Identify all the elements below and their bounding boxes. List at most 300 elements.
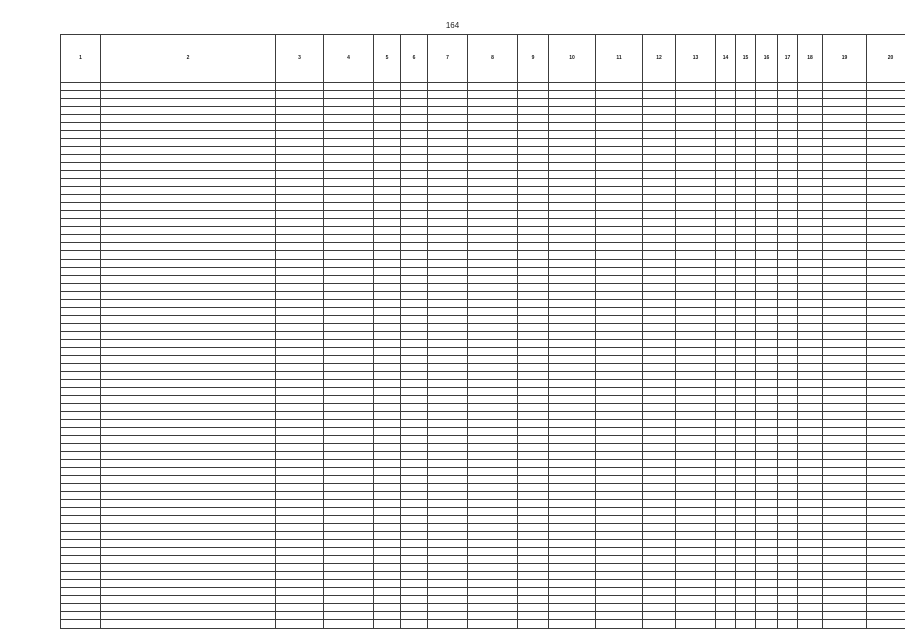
table-cell [823,451,867,459]
table-cell [549,379,596,387]
table-row [61,131,905,139]
table-cell [716,243,736,251]
table-cell [101,91,276,99]
table-cell [676,275,716,283]
table-cell [716,291,736,299]
table-cell [428,315,468,323]
table-cell [324,443,374,451]
table-cell [101,459,276,467]
table-cell [428,155,468,163]
table-cell [428,403,468,411]
table-cell [276,267,324,275]
table-cell [596,435,643,443]
table-cell [428,203,468,211]
table-cell [823,604,867,612]
table-cell [823,107,867,115]
table-cell [596,604,643,612]
table-cell [518,524,549,532]
table-cell [428,219,468,227]
table-row [61,139,905,147]
table-cell [867,395,905,403]
table-cell [324,307,374,315]
table-cell [676,315,716,323]
table-cell [798,227,823,235]
table-cell [468,179,518,187]
table-cell [324,532,374,540]
table-cell [867,107,905,115]
table-cell [428,395,468,403]
table-cell [518,219,549,227]
table-cell [823,596,867,604]
table-cell [798,491,823,499]
table-cell [736,403,756,411]
table-cell [596,363,643,371]
table-cell [549,291,596,299]
table-cell [676,123,716,131]
table-cell [756,572,778,580]
table-cell [518,459,549,467]
table-cell [374,339,401,347]
table-cell [736,451,756,459]
table-cell [643,532,676,540]
table-cell [468,475,518,483]
table-row [61,115,905,123]
table-cell [324,155,374,163]
table-cell [823,395,867,403]
table-cell [101,323,276,331]
table-cell [823,187,867,195]
column-number-cell: 16 [756,35,778,83]
table-cell [468,139,518,147]
table-cell [468,187,518,195]
table-cell [401,363,428,371]
table-cell [798,419,823,427]
table-cell [101,235,276,243]
table-row [61,516,905,524]
table-cell [276,548,324,556]
table-cell [756,548,778,556]
table-cell [756,564,778,572]
table-cell [736,347,756,355]
table-cell [798,179,823,187]
table-cell [756,179,778,187]
table-cell [823,411,867,419]
table-cell [756,203,778,211]
table-cell [324,235,374,243]
table-cell [798,371,823,379]
table-cell [716,259,736,267]
table-cell [643,347,676,355]
column-number-cell: 3 [276,35,324,83]
table-cell [676,387,716,395]
table-cell [596,371,643,379]
table-cell [778,243,798,251]
table-row [61,339,905,347]
table-cell [716,596,736,604]
table-cell [778,147,798,155]
table-cell [716,283,736,291]
table-cell [716,339,736,347]
column-number-cell: 10 [549,35,596,83]
column-number-cell: 1 [61,35,101,83]
column-number-row [61,35,905,83]
table-cell [374,451,401,459]
table-cell [867,580,905,588]
table-cell [716,267,736,275]
table-cell [61,483,101,491]
table-cell [643,147,676,155]
table-cell [324,363,374,371]
table-cell [823,475,867,483]
table-cell [468,435,518,443]
table-cell [518,299,549,307]
table-cell [867,131,905,139]
table-cell [374,580,401,588]
table-cell [324,99,374,107]
table-cell [324,251,374,259]
table-row [61,163,905,171]
table-cell [798,347,823,355]
table-cell [101,620,276,629]
table-cell [374,347,401,355]
table-cell [716,395,736,403]
table-cell [374,572,401,580]
table-cell [61,131,101,139]
table-cell [276,612,324,620]
table-row [61,588,905,596]
table-cell [798,251,823,259]
table-cell [549,516,596,524]
table-cell [798,331,823,339]
table-cell [401,612,428,620]
table-cell [676,163,716,171]
table-cell [596,379,643,387]
table-cell [549,171,596,179]
table-cell [101,403,276,411]
table-cell [867,203,905,211]
table-row [61,540,905,548]
table-cell [401,131,428,139]
table-cell [428,532,468,540]
table-cell [518,580,549,588]
table-cell [676,291,716,299]
table-cell [401,556,428,564]
table-cell [756,556,778,564]
table-cell [401,507,428,515]
table-cell [468,411,518,419]
table-cell [676,580,716,588]
table-cell [676,548,716,556]
table-cell [778,267,798,275]
table-cell [823,379,867,387]
table-cell [324,211,374,219]
table-cell [324,227,374,235]
table-cell [549,323,596,331]
table-cell [324,524,374,532]
table-cell [324,107,374,115]
table-cell [596,443,643,451]
table-cell [798,235,823,243]
table-cell [778,451,798,459]
table-cell [643,219,676,227]
table-cell [676,243,716,251]
table-cell [867,612,905,620]
table-row [61,355,905,363]
table-cell [324,315,374,323]
table-cell [101,147,276,155]
table-cell [736,596,756,604]
table-cell [61,115,101,123]
table-cell [428,475,468,483]
table-cell [756,323,778,331]
table-cell [596,283,643,291]
table-cell [374,516,401,524]
table-row [61,227,905,235]
table-cell [823,139,867,147]
table-cell [549,548,596,556]
table-cell [676,588,716,596]
table-cell [428,467,468,475]
table-cell [518,355,549,363]
table-cell [716,443,736,451]
table-cell [867,564,905,572]
table-cell [549,580,596,588]
table-cell [549,475,596,483]
table-cell [867,604,905,612]
table-cell [778,491,798,499]
table-cell [518,227,549,235]
table-cell [374,419,401,427]
table-cell [468,540,518,548]
table-cell [676,219,716,227]
table-row [61,259,905,267]
table-cell [61,331,101,339]
table-cell [401,123,428,131]
table-cell [374,291,401,299]
table-cell [676,107,716,115]
table-cell [428,179,468,187]
table-cell [676,459,716,467]
table-cell [676,612,716,620]
table-cell [778,355,798,363]
table-cell [61,283,101,291]
table-cell [374,604,401,612]
table-cell [468,195,518,203]
table-cell [756,115,778,123]
table-cell [756,83,778,91]
table-cell [596,347,643,355]
table-row [61,411,905,419]
table-cell [736,251,756,259]
table-cell [736,155,756,163]
table-cell [549,564,596,572]
table-cell [716,275,736,283]
table-cell [61,267,101,275]
table-row [61,91,905,99]
table-cell [643,540,676,548]
table-cell [596,243,643,251]
table-cell [324,139,374,147]
table-cell [468,307,518,315]
table-cell [276,307,324,315]
table-cell [596,588,643,596]
table-row [61,299,905,307]
table-cell [401,211,428,219]
table-cell [101,467,276,475]
table-cell [596,187,643,195]
table-cell [716,371,736,379]
table-cell [374,91,401,99]
table-cell [61,620,101,629]
table-cell [61,427,101,435]
table-cell [716,195,736,203]
table-cell [736,91,756,99]
table-cell [101,491,276,499]
table-cell [549,131,596,139]
table-cell [518,419,549,427]
table-cell [756,331,778,339]
table-cell [518,499,549,507]
table-cell [518,323,549,331]
table-cell [643,291,676,299]
table-cell [756,403,778,411]
table-cell [676,347,716,355]
table-cell [596,572,643,580]
column-number-cell: 13 [676,35,716,83]
table-cell [428,347,468,355]
table-cell [596,339,643,347]
table-cell [428,524,468,532]
table-cell [101,612,276,620]
table-row [61,612,905,620]
column-number-cell: 18 [798,35,823,83]
table-cell [61,275,101,283]
table-cell [61,588,101,596]
table-cell [276,347,324,355]
table-cell [518,139,549,147]
table-cell [518,307,549,315]
table-cell [324,467,374,475]
table-cell [428,163,468,171]
table-cell [596,323,643,331]
table-cell [798,435,823,443]
table-cell [778,572,798,580]
table-cell [756,99,778,107]
table-cell [798,427,823,435]
table-cell [468,620,518,629]
table-cell [428,371,468,379]
table-cell [643,548,676,556]
table-cell [549,596,596,604]
table-row [61,556,905,564]
table-row [61,451,905,459]
table-cell [324,379,374,387]
table-cell [867,267,905,275]
table-cell [549,251,596,259]
table-cell [596,275,643,283]
table-row [61,532,905,540]
table-cell [867,588,905,596]
table-cell [823,203,867,211]
column-number-cell: 4 [324,35,374,83]
table-cell [736,387,756,395]
table-cell [778,155,798,163]
table-cell [823,507,867,515]
table-cell [428,91,468,99]
table-cell [676,435,716,443]
table-row [61,491,905,499]
table-cell [716,163,736,171]
table-cell [101,155,276,163]
table-cell [596,99,643,107]
table-cell [716,91,736,99]
table-cell [867,251,905,259]
table-cell [549,195,596,203]
table-cell [401,532,428,540]
table-cell [401,580,428,588]
table-cell [61,395,101,403]
table-cell [401,395,428,403]
table-cell [276,355,324,363]
table-cell [676,467,716,475]
table-cell [468,507,518,515]
table-cell [401,91,428,99]
table-cell [716,355,736,363]
table-cell [736,507,756,515]
table-cell [867,572,905,580]
table-cell [276,163,324,171]
table-cell [276,532,324,540]
table-cell [823,155,867,163]
table-cell [549,227,596,235]
table-cell [549,467,596,475]
table-cell [823,612,867,620]
table-cell [61,203,101,211]
table-cell [468,491,518,499]
table-cell [798,459,823,467]
table-cell [596,315,643,323]
table-cell [643,107,676,115]
table-cell [61,107,101,115]
table-cell [676,171,716,179]
table-cell [401,411,428,419]
table-cell [324,299,374,307]
table-cell [798,443,823,451]
table-cell [324,339,374,347]
table-cell [518,99,549,107]
table-cell [778,540,798,548]
table-cell [549,403,596,411]
table-cell [823,363,867,371]
table-cell [676,451,716,459]
table-cell [756,363,778,371]
table-cell [468,131,518,139]
table-cell [823,467,867,475]
table-cell [736,171,756,179]
column-number-cell: 15 [736,35,756,83]
table-cell [549,315,596,323]
table-cell [428,620,468,629]
table-cell [676,99,716,107]
table-cell [324,147,374,155]
table-cell [468,171,518,179]
table-cell [736,211,756,219]
table-cell [716,451,736,459]
table-row [61,363,905,371]
table-cell [643,443,676,451]
table-cell [643,588,676,596]
table-cell [756,219,778,227]
